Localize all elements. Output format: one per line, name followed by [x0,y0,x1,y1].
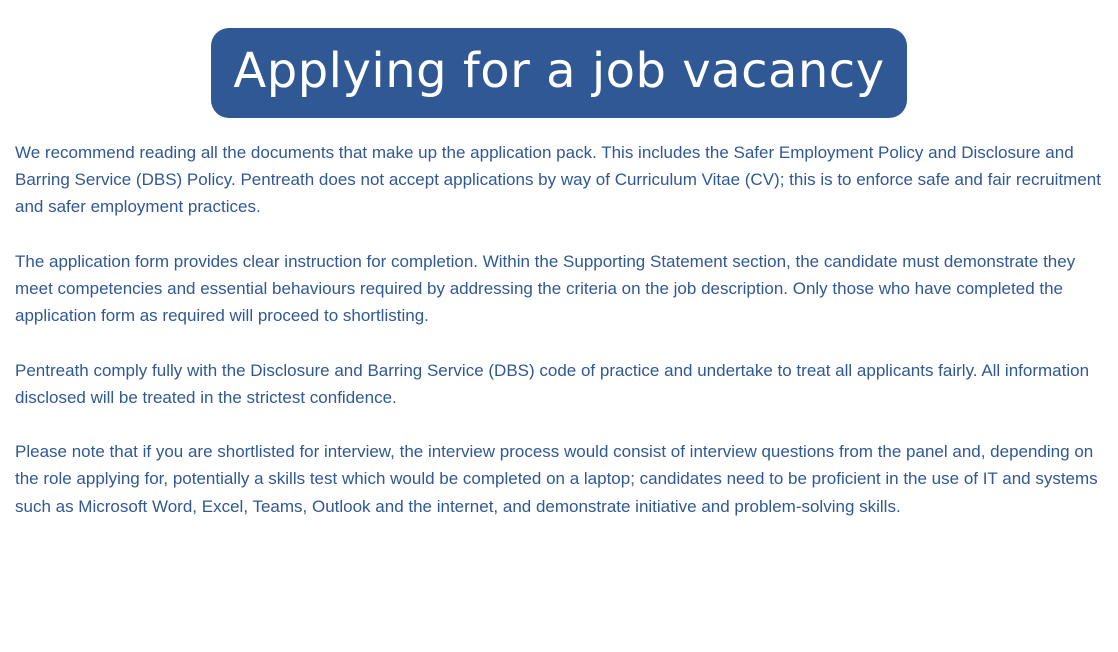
paragraph-application-form: The application form provides clear instruction for completion. Within the Supporting Statement section, the candidate must demonstrate they meet competencies and essential behaviours required by addressing the criteria on the job description. Only those who have completed the application form as required will proceed to shortlisting. [15,251,1076,326]
paragraph-dbs-code: Pentreath comply fully with the Disclosure and Barring Service (DBS) code of practice and undertake to treat all applicants fairly. All information disclosed will be treated in the strictest confidence. [15,360,1090,407]
main-content [15,139,1107,547]
title-banner-wrapper [0,28,1118,118]
page-title: Applying for a job vacancy [211,28,906,118]
paragraph-application-pack: We recommend reading all the documents that make up the application pack. This includes the Safer Employment Policy and Disclosure and Barring Service (DBS) Policy. Pentreath does not accept applications by way of Curriculum Vitae (CV); this is to enforce safe and fair recruitment and safer employment practices. [15,143,1101,217]
paragraph-interview-process: Please note that if you are shortlisted for interview, the interview process would consist of interview questions from the panel and, depending on the role applying for, potentially a skills test which would be completed on a laptop; candidates need to be proficient in the use of IT and systems such as Microsoft Word, Excel, Teams, Outlook and the internet, and demonstrate initiative and problem-solving skills. [15,442,1098,516]
